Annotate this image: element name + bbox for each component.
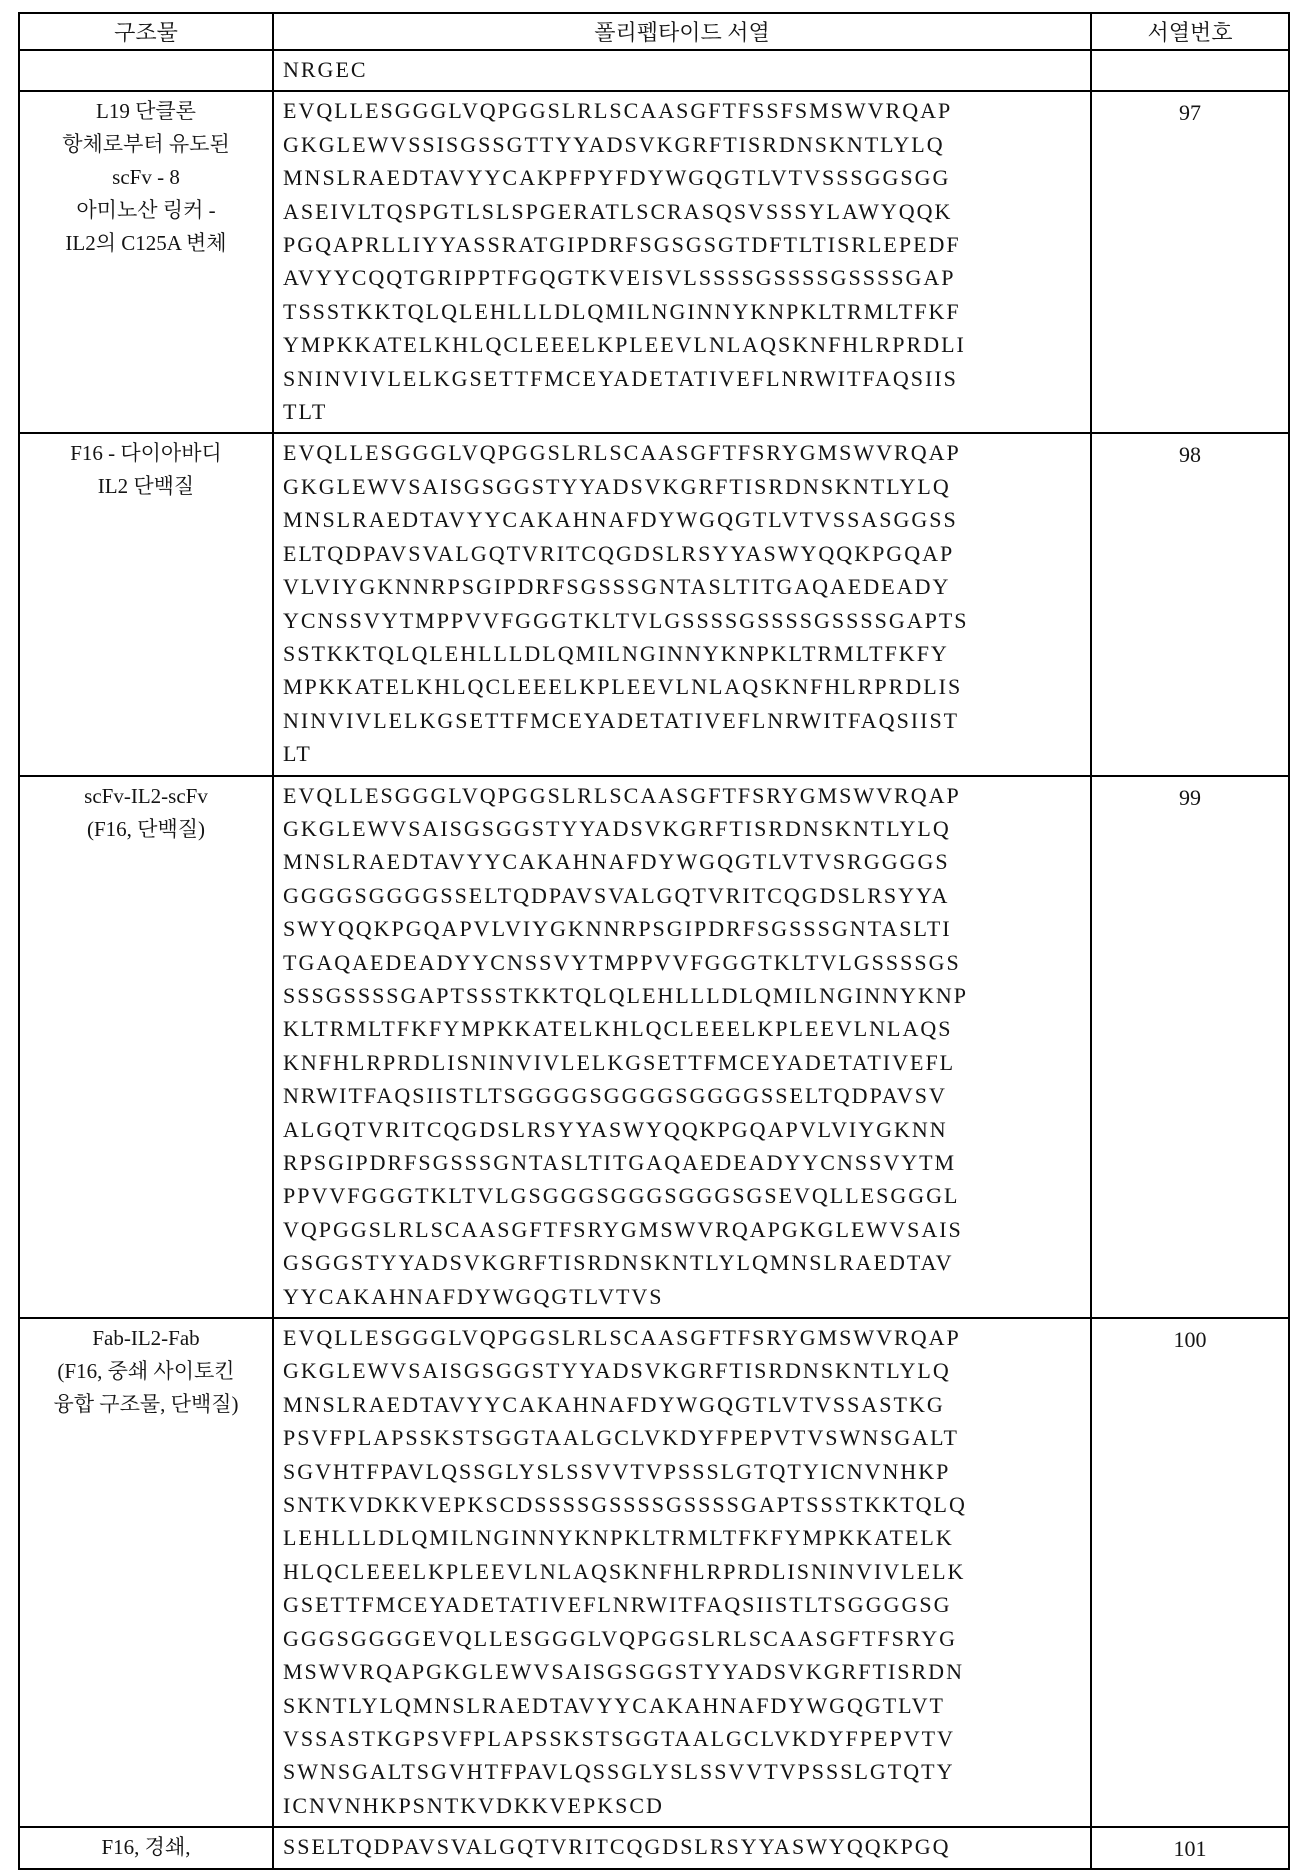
table-row [19,1827,1289,1868]
table-row [19,91,1289,433]
table-row [19,776,1289,1319]
structure-cell [19,50,273,91]
seq-no-cell: 101 [1091,1827,1289,1868]
table-row [19,1318,1289,1827]
sequence-cell: EVQLLESGGGLVQPGGSLRLSCAASGFTFSSFSMSWVRQAP GKGLEWVSSISGSSGTTYYADSVKGRFTISRDNSKNTLYLQ MNSLRAEDTAVYYCAKPFPYFDYWGQGTLVTVSSSGGSGG ASEIVLTQSPGTLSLSPGERATLSCRASQSVSSSYLAWYQQK PGQAPRLLIYYASSRATGIPDRFSGSGSGTDFTLTISRLEPEDF AVYYCQQTGRIPPTFGQGTKVEISVLSSSSGSSSSGSSSSGAP TSSSTKKTQLQLEHLLLDLQMILNGINNYKNPKLTRMLTFKF YMPKKATELKHLQCLEEELKPLEEVLNLAQSKNFHLRPRDLI SNINVIVLELKGSETTFMCEYADETATIVEFLNRWITFAQSIIS TLT [273,91,1091,433]
seq-no-cell: 97 [1091,91,1289,433]
sequence-cell: SSELTQDPAVSVALGQTVRITCQGDSLRSYYASWYQQKPGQ [273,1827,1091,1868]
table-row [19,50,1289,91]
seq-no-cell: 100 [1091,1318,1289,1827]
structure-cell: F16 - 다이아바디 IL2 단백질 [19,433,273,775]
sequence-cell: EVQLLESGGGLVQPGGSLRLSCAASGFTFSRYGMSWVRQAP GKGLEWVSAISGSGGSTYYADSVKGRFTISRDNSKNTLYLQ MNSLRAEDTAVYYCAKAHNAFDYWGQGTLVTVSSASTKG PSVFPLAPSSKSTSGGTAALGCLVKDYFPEPVTVSWNSGALT SGVHTFPAVLQSSGLYSLSSVVTVPSSSLGTQTYICNVNHKP SNTKVDKKVEPKSCDSSSSGSSSSGSSSSGAPTSSSTKKTQLQ LEHLLLDLQMILNGINNYKNPKLTRMLTFKFYMPKKATELK HLQCLEEELKPLEEVLNLAQSKNFHLRPRDLISNINVIVLELK GSETTFMCEYADETATIVEFLNRWITFAQSIISTLTSGGGGSG GGGSGGGGEVQLLESGGGLVQPGGSLRLSCAASGFTFSRYG MSWVRQAPGKGLEWVSAISGSGGSTYYADSVKGRFTISRDN SKNTLYLQMNSLRAEDTAVYYCAKAHNAFDYWGQGTLVT VSSASTKGPSVFPLAPSSKSTSGGTAALGCLVKDYFPEPVTV SWNSGALTSGVHTFPAVLQSSGLYSLSSVVTVPSSSLGTQTY ICNVNHKPSNTKVDKKVEPKSCD [273,1318,1091,1827]
structure-cell: Fab-IL2-Fab (F16, 중쇄 사이토킨 융합 구조물, 단백질) [19,1318,273,1827]
seq-no-cell: 98 [1091,433,1289,775]
polypeptide-sequence-table [18,12,1290,1870]
sequence-cell: EVQLLESGGGLVQPGGSLRLSCAASGFTFSRYGMSWVRQAP GKGLEWVSAISGSGGSTYYADSVKGRFTISRDNSKNTLYLQ MNSLRAEDTAVYYCAKAHNAFDYWGQGTLVTVSSASGGSS ELTQDPAVSVALGQTVRITCQGDSLRSYYASWYQQKPGQAP VLVIYGKNNRPSGIPDRFSGSSSGNTASLTITGAQAEDEADY YCNSSVYTMPPVVFGGGTKLTVLGSSSSGSSSSGSSSSGAPTS SSTKKTQLQLEHLLLDLQMILNGINNYKNPKLTRMLTFKFY MPKKATELKHLQCLEEELKPLEEVLNLAQSKNFHLRPRDLIS NINVIVLELKGSETTFMCEYADETATIVEFLNRWITFAQSIIST LT [273,433,1091,775]
header-polypeptide-sequence: 폴리펩타이드 서열 [273,13,1091,50]
sequence-cell: EVQLLESGGGLVQPGGSLRLSCAASGFTFSRYGMSWVRQAP GKGLEWVSAISGSGGSTYYADSVKGRFTISRDNSKNTLYLQ MNSLRAEDTAVYYCAKAHNAFDYWGQGTLVTVSRGGGGS GGGGSGGGGSSELTQDPAVSVALGQTVRITCQGDSLRSYYA SWYQQKPGQAPVLVIYGKNNRPSGIPDRFSGSSSGNTASLTI TGAQAEDEADYYCNSSVYTMPPVVFGGGTKLTVLGSSSSGS SSSGSSSSGAPTSSSTKKTQLQLEHLLLDLQMILNGINNYKNP KLTRMLTFKFYMPKKATELKHLQCLEEELKPLEEVLNLAQS KNFHLRPRDLISNINVIVLELKGSETTFMCEYADETATIVEFL NRWITFAQSIISTLTSGGGGSGGGGSGGGGSSELTQDPAVSV ALGQTVRITCQGDSLRSYYASWYQQKPGQAPVLVIYGKNN RPSGIPDRFSGSSSGNTASLTITGAQAEDEADYYCNSSVYTM PPVVFGGGTKLTVLGSGGGSGGGSGGGSGSEVQLLESGGGL VQPGGSLRLSCAASGFTFSRYGMSWVRQAPGKGLEWVSAIS GSGGSTYYADSVKGRFTISRDNSKNTLYLQMNSLRAEDTAV YYCAKAHNAFDYWGQGTLVTVS [273,776,1091,1319]
structure-cell: scFv-IL2-scFv (F16, 단백질) [19,776,273,1319]
seq-no-cell: 99 [1091,776,1289,1319]
table-row [19,433,1289,775]
header-sequence-number: 서열번호 [1091,13,1289,50]
structure-cell: L19 단클론 항체로부터 유도된 scFv - 8 아미노산 링커 - IL2의 C125A 변체 [19,91,273,433]
structure-cell: F16, 경쇄, [19,1827,273,1868]
sequence-cell: NRGEC [273,50,1091,91]
seq-no-cell [1091,50,1289,91]
table-header-row [19,13,1289,50]
header-structure: 구조물 [19,13,273,50]
